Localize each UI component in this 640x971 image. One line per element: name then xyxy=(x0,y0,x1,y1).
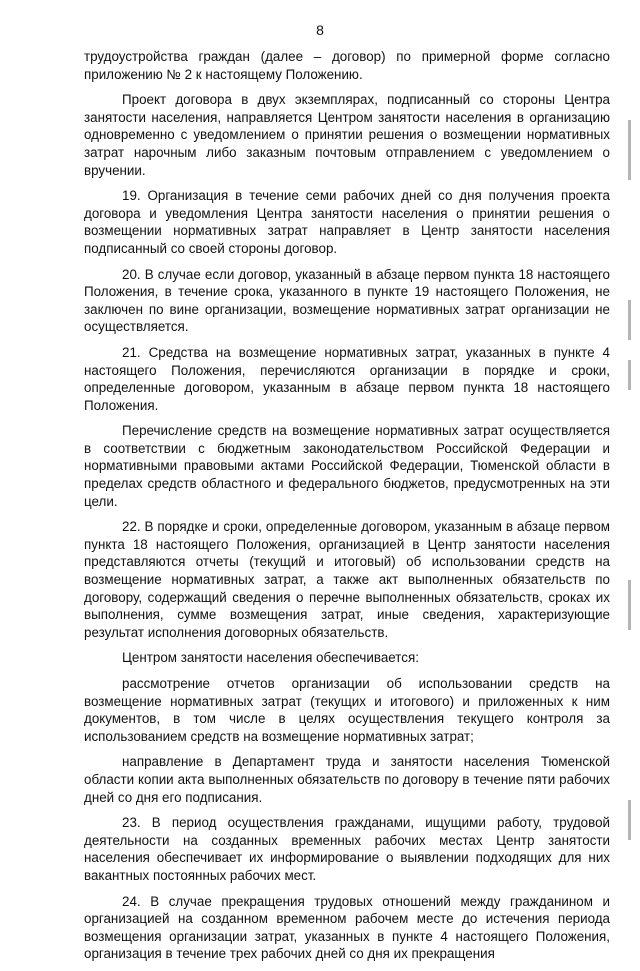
scan-mark xyxy=(628,120,631,180)
paragraph-reports-review: рассмотрение отчетов организации об использовании средств на возмещение нормативных затрат (текущих и итогового) и приложенных к ним документов, в том числе в целях осуществления текущего контроля за использованием средств на возмещение нормативных затрат; xyxy=(84,676,610,744)
scan-mark xyxy=(628,800,631,840)
paragraph-act-direction: направление в Департамент труда и занятости населения Тюменской области копии акта выполненных обязательств по договору в течение пяти рабочих дней со дня его подписания. xyxy=(84,754,610,805)
paragraph-funds-transfer: Перечисление средств на возмещение нормативных затрат осуществляется в соответствии с бюджетным законодательством Российской Федерации и нормативными правовыми актами Российской Федерации, Тюменской области в пределах средств областного и федерального бюджетов, предусмотренных на эти цели. xyxy=(84,423,610,509)
paragraph-item-20: 20. В случае если договор, указанный в абзаце первом пункта 18 настоящего Положения, в течение срока, указанного в пункте 19 настоящего Положения, не заключен по вине организации, возмещение нормативных затрат организации не осуществляется. xyxy=(84,266,610,335)
paragraph-item-24: 24. В случае прекращения трудовых отношений между гражданином и организацией на созданном временном рабочем месте до истечения периода возмещения организации затрат, указанных в пункте 4 настоящего Положения, организация в течение трех рабочих дней со дня их прекращения xyxy=(84,893,610,962)
paragraph-center-provides: Центром занятости населения обеспечивается: xyxy=(122,650,419,666)
paragraph-item-21: 21. Средства на возмещение нормативных затрат, указанных в пункте 4 настоящего Положения, перечисляются организации в порядке и сроки, определенные договором, указанным в абзаце первом пункта 18 настоящего Положения. xyxy=(84,344,610,413)
scan-mark xyxy=(628,360,631,390)
paragraph-contract-draft: Проект договора в двух экземплярах, подписанный со стороны Центра занятости населения, направляется Центром занятости населения в организацию одновременно с уведомлением о принятии решения о возмещении нормативных затрат нарочным либо заказным почтовым отправлением с уведомлением о вручении. xyxy=(84,92,610,178)
document-body xyxy=(84,48,610,971)
scan-mark xyxy=(628,300,631,340)
paragraph-item-23: 23. В период осуществления гражданами, ищущими работу, трудовой деятельности на созданных временных рабочих местах Центр занятости населения обеспечивает их информирование о выявлении подходящих для них вакантных постоянных рабочих мест. xyxy=(84,815,610,883)
paragraph-item-19: 19. Организация в течение семи рабочих дней со дня получения проекта договора и уведомления Центра занятости населения о принятии решения о возмещении нормативных затрат направляет в Центр занятости населения подписанный со своей стороны договор. xyxy=(84,188,610,256)
page-number: 8 xyxy=(316,22,324,38)
scan-margin-marks xyxy=(624,0,638,905)
paragraph-item-22: 22. В порядке и сроки, определенные договором, указанным в абзаце первом пункта 18 настоящего Положения, организацией в Центр занятости населения представляются отчеты (текущий и итоговый) об использовании средств на возмещение нормативных затрат, а также акт выполненных обязательств по договору, содержащий сведения о перечне выполненных обязательств, сроках их выполнения, сумме возмещения затрат, иные сведения, характеризующие результат исполнения договорных обязательств. xyxy=(84,519,610,640)
scan-mark xyxy=(628,580,631,630)
paragraph-continuation: трудоустройства граждан (далее – договор) по примерной форме согласно приложению № 2 к настоящему Положению. xyxy=(84,49,610,82)
